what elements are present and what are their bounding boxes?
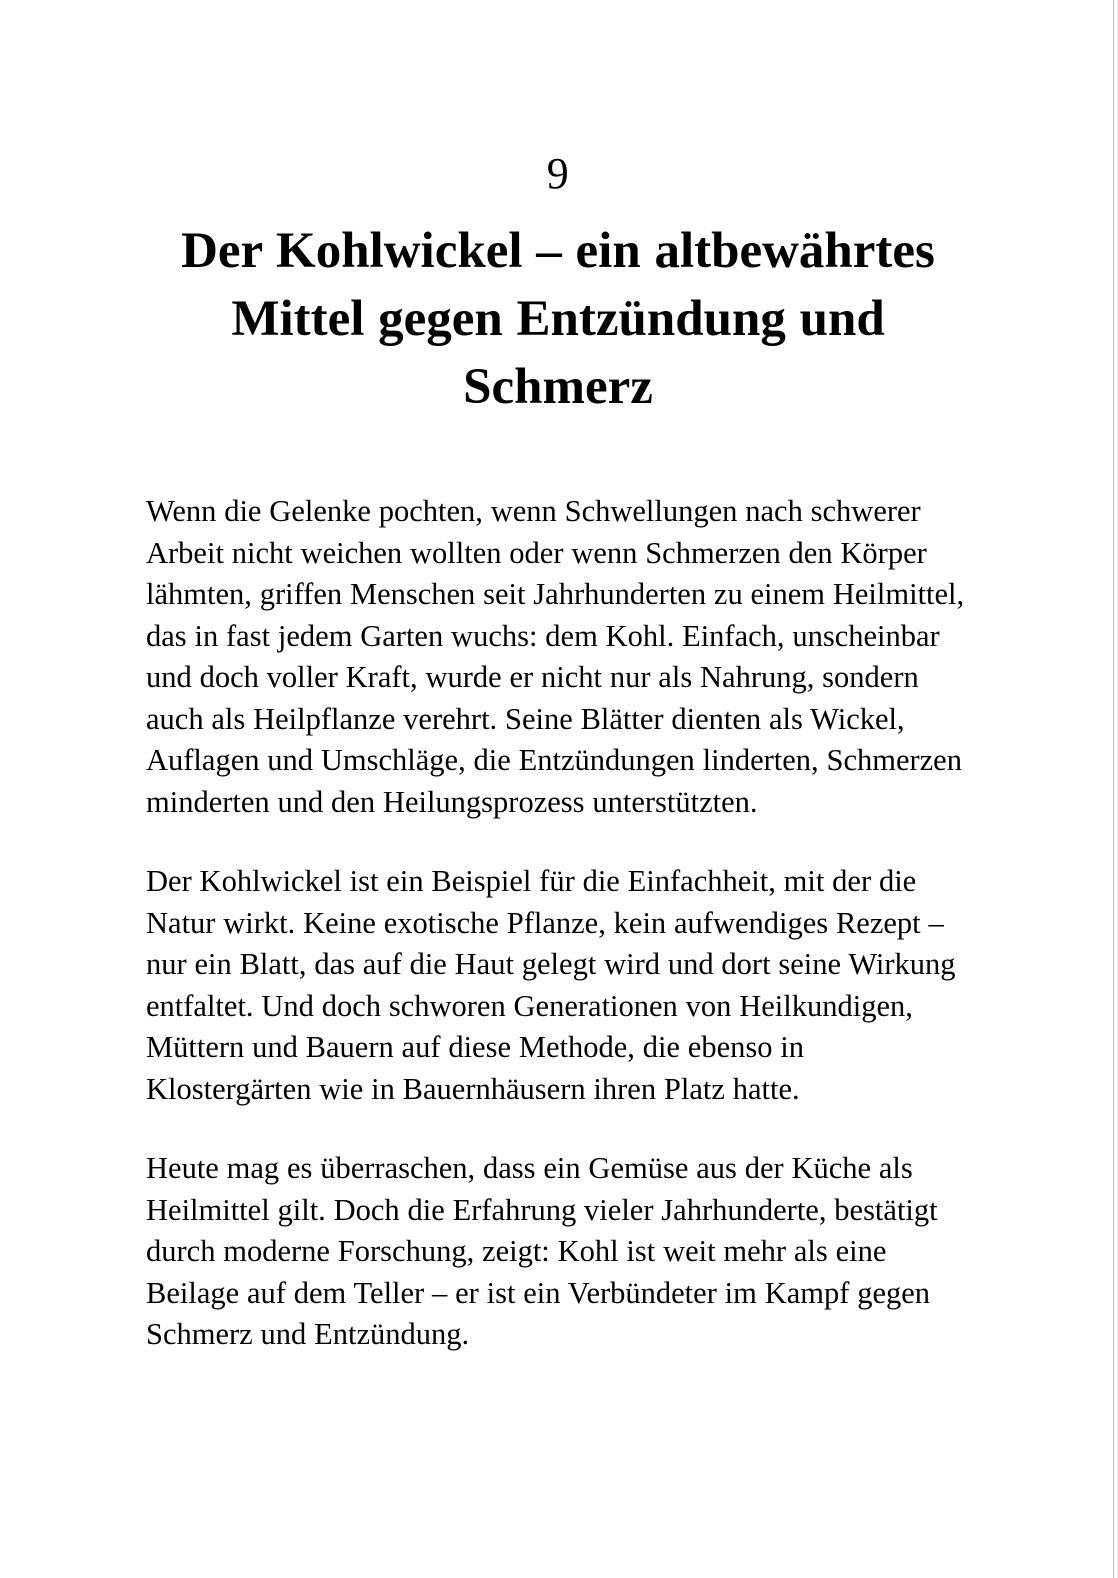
page-content: [146, 0, 970, 1356]
body-text: [146, 491, 970, 1356]
body-paragraph: Der Kohlwickel ist ein Beispiel für die Einfachheit, mit der die Natur wirkt. Keine exotische Pflanze, kein aufwendiges Rezept – nur ein Blatt, das auf die Haut gelegt wird und dort seine Wirkung entfaltet. Und doch schworen Generationen von Heilkundigen, Müttern und Bauern auf diese Methode, die ebenso in Klostergärten wie in Bauernhäusern ihren Platz hatte.: [146, 864, 956, 1106]
body-paragraph: Wenn die Gelenke pochten, wenn Schwellungen nach schwerer Arbeit nicht weichen wollten oder wenn Schmerzen den Körper lähmten, griffen Menschen seit Jahrhunderten zu einem Heilmittel, das in fast jedem Garten wuchs: dem Kohl. Einfach, unscheinbar und doch voller Kraft, wurde er nicht nur als Nahrung, sondern auch als Heilpflanze verehrt. Seine Blätter dienten als Wickel, Auflagen und Umschläge, die Entzündungen linderten, Schmerzen minderten und den Heilungsprozess unterstützten.: [146, 494, 965, 819]
chapter-title: Der Kohlwickel – ein altbewährtes Mittel gegen Entzündung und Schmerz: [181, 223, 935, 415]
page-edge-shadow: [1114, 0, 1118, 1578]
page-edge-line: [1113, 0, 1114, 1578]
body-paragraph: Heute mag es überraschen, dass ein Gemüse aus der Küche als Heilmittel gilt. Doch die Erfahrung vieler Jahrhunderte, bestätigt durch moderne Forschung, zeigt: Kohl ist weit mehr als eine Beilage auf dem Teller – er ist ein Verbündeter im Kampf gegen Schmerz und Entzündung.: [146, 1151, 938, 1352]
chapter-heading-block: [146, 0, 970, 421]
chapter-number: 9: [546, 149, 570, 198]
